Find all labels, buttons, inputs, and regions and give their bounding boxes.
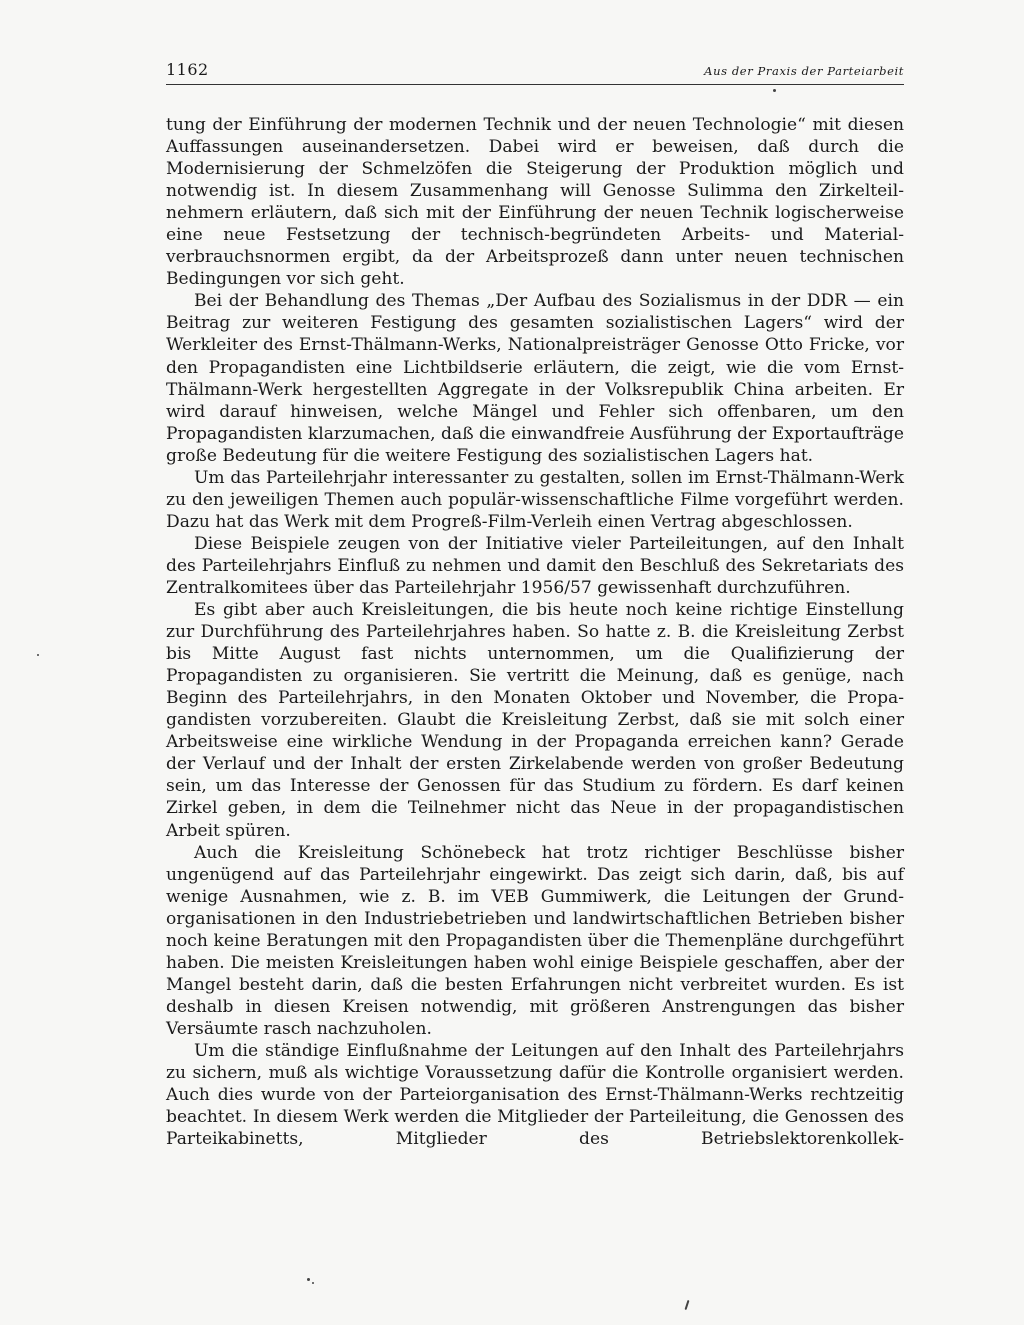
paragraph: Es gibt aber auch Kreisleitungen, die bis heute noch keine richtige Einstellung zur Durchführung des Parteilehrjahres haben. So hatte z. B. die Kreisleitung Zerbst bis Mitte August fast nichts unternommen, um die Qualifizierung der Propagandisten zu organisieren. Sie vertritt die Meinung, daß es genüge, nach Beginn des Parteilehrjahrs, in den Monaten Oktober und November, die Propagandisten vorzubereiten. Glaubt die Kreisleitung Zerbst, daß sie mit solch einer Arbeitsweise eine wirkliche Wendung in der Propaganda erreichen kann? Gerade der Verlauf und der Inhalt der ersten Zirkelabende werden von großer Bedeutung sein, um das Interesse der Genossen für das Studium zu fördern. Es darf keinen Zirkel geben, in dem die Teilnehmer nicht das Neue in der propagandistischen Arbeit spüren.	[166, 600, 904, 841]
paragraph: Diese Beispiele zeugen von der Initiative vieler Parteileitungen, auf den Inhalt des Parteilehrjahrs Einfluß zu nehmen und damit den Beschluß des Sekretariats des Zentralkomitees über das Parteilehrjahr 1956/57 gewissenhaft durchzuführen.	[166, 533, 904, 598]
scan-speck	[685, 1300, 690, 1310]
page-header	[166, 60, 904, 85]
body-text	[166, 114, 904, 1150]
scan-speck	[37, 654, 39, 656]
paragraph: Auch die Kreisleitung Schönebeck hat trotz richtiger Beschlüsse bisher ungenügend auf das Parteilehrjahr eingewirkt. Das zeigt sich darin, daß, bis auf wenige Ausnahmen, wie z. B. im VEB Gummiwerk, die Leitungen der Grundorganisationen in den Industriebetrieben und landwirtschaftlichen Betrieben bisher noch keine Beratungen mit den Propagandisten über die Themenpläne durchgeführt haben. Die meisten Kreisleitungen haben wohl einige Beispiele geschaffen, aber der Mangel besteht darin, daß die besten Erfahrungen nicht verbreitet wurden. Es ist deshalb in diesen Kreisen notwendig, mit größeren Anstrengungen das bisher Versäumte rasch nachzuholen.	[166, 842, 904, 1039]
paragraph: Um die ständige Einflußnahme der Leitungen auf den Inhalt des Parteilehrjahrs zu sichern, muß als wichtige Voraussetzung dafür die Kontrolle organisiert werden. Auch dies wurde von der Parteiorganisation des Ernst-Thälmann-Werks rechtzeitig beachtet. In diesem Werk werden die Mitglieder der Parteileitung, die Genossen des Parteikabinetts, Mitglieder des Betriebslektorenkollek-	[166, 1040, 904, 1150]
running-title: Aus der Praxis der Parteiarbeit	[704, 64, 904, 78]
paragraph: Bei der Behandlung des Themas „Der Aufbau des Sozialismus in der DDR — ein Beitrag zur weiteren Festigung des gesamten sozialistischen Lagers“ wird der Werkleiter des Ernst-Thälmann-Werks, Nationalpreisträger Genosse Otto Fricke, vor den Propagandisten eine Lichtbildserie erläutern, die zeigt, wie die vom Ernst-Thälmann-Werk hergestellten Aggregate in der Volksrepublik China arbeiten. Er wird darauf hinweisen, welche Mängel und Fehler sich offenbaren, um den Propagandisten klarzumachen, daß die einwandfreie Ausführung der Exportaufträge große Bedeutung für die weitere Festigung des sozialistischen Lagers hat.	[166, 291, 904, 466]
paragraph: Um das Parteilehrjahr interessanter zu gestalten, sollen im Ernst-Thälmann-Werk zu den jeweiligen Themen auch populär-wissenschaftliche Filme vorgeführt werden. Dazu hat das Werk mit dem Progreß-Film-Verleih einen Vertrag abgeschlossen.	[166, 467, 904, 532]
scan-speck	[773, 89, 776, 92]
paragraph: tung der Einführung der modernen Technik und der neuen Technologie“ mit diesen Auffassungen auseinandersetzen. Dabei wird er beweisen, daß durch die Modernisierung der Schmelzöfen die Steigerung der Produktion möglich und notwendig ist. In diesem Zusammenhang will Genosse Sulimma den Zirkelteilnehmern erläutern, daß sich mit der Einführung der neuen Technik logischerweise eine neue Festsetzung der technisch-begründeten Arbeits- und Materialverbrauchsnormen ergibt, da der Arbeitsprozeß dann unter neuen technischen Bedingungen vor sich geht.	[166, 115, 904, 290]
scan-speck	[307, 1278, 310, 1281]
page-number: 1162	[166, 60, 209, 79]
scan-speck	[312, 1282, 314, 1284]
